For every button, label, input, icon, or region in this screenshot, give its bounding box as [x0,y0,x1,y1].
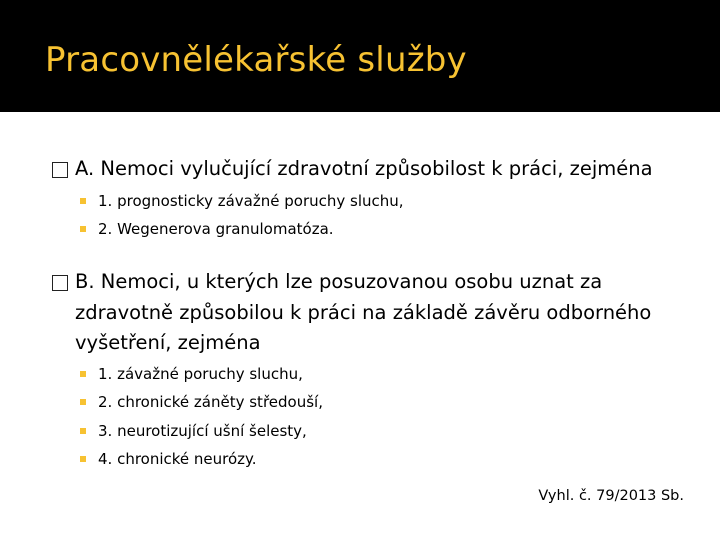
list-item-text: 1. prognosticky závažné poruchy sluchu, [98,192,404,210]
section-b-line-2: zdravotně způsobilou k práci na základě závěru odborného [75,301,652,324]
square-bullet-icon [80,428,86,434]
square-bullet-icon [80,371,86,377]
list-item-text: 4. chronické neurózy. [98,450,257,468]
title-bar [0,0,720,112]
slide-title: Pracovnělékařské služby [45,40,467,80]
square-bullet-icon [80,198,86,204]
section-b-line-1: B. Nemoci, u kterých lze posuzovanou osobu uznat za [75,270,603,293]
list-item-text: 3. neurotizující ušní šelesty, [98,422,307,440]
section-b-line-3: vyšetření, zejména [75,331,261,354]
checkbox-bullet-icon [52,162,68,178]
square-bullet-icon [80,399,86,405]
list-item-text: 2. chronické záněty středouší, [98,393,323,411]
checkbox-bullet-icon [52,275,68,291]
source-citation: Vyhl. č. 79/2013 Sb. [538,488,684,504]
list-item-text: 1. závažné poruchy sluchu, [98,365,303,383]
section-a-text: A. Nemoci vylučující zdravotní způsobilost k práci, zejména [75,157,653,180]
square-bullet-icon [80,456,86,462]
square-bullet-icon [80,226,86,232]
list-item-text: 2. Wegenerova granulomatóza. [98,220,334,238]
